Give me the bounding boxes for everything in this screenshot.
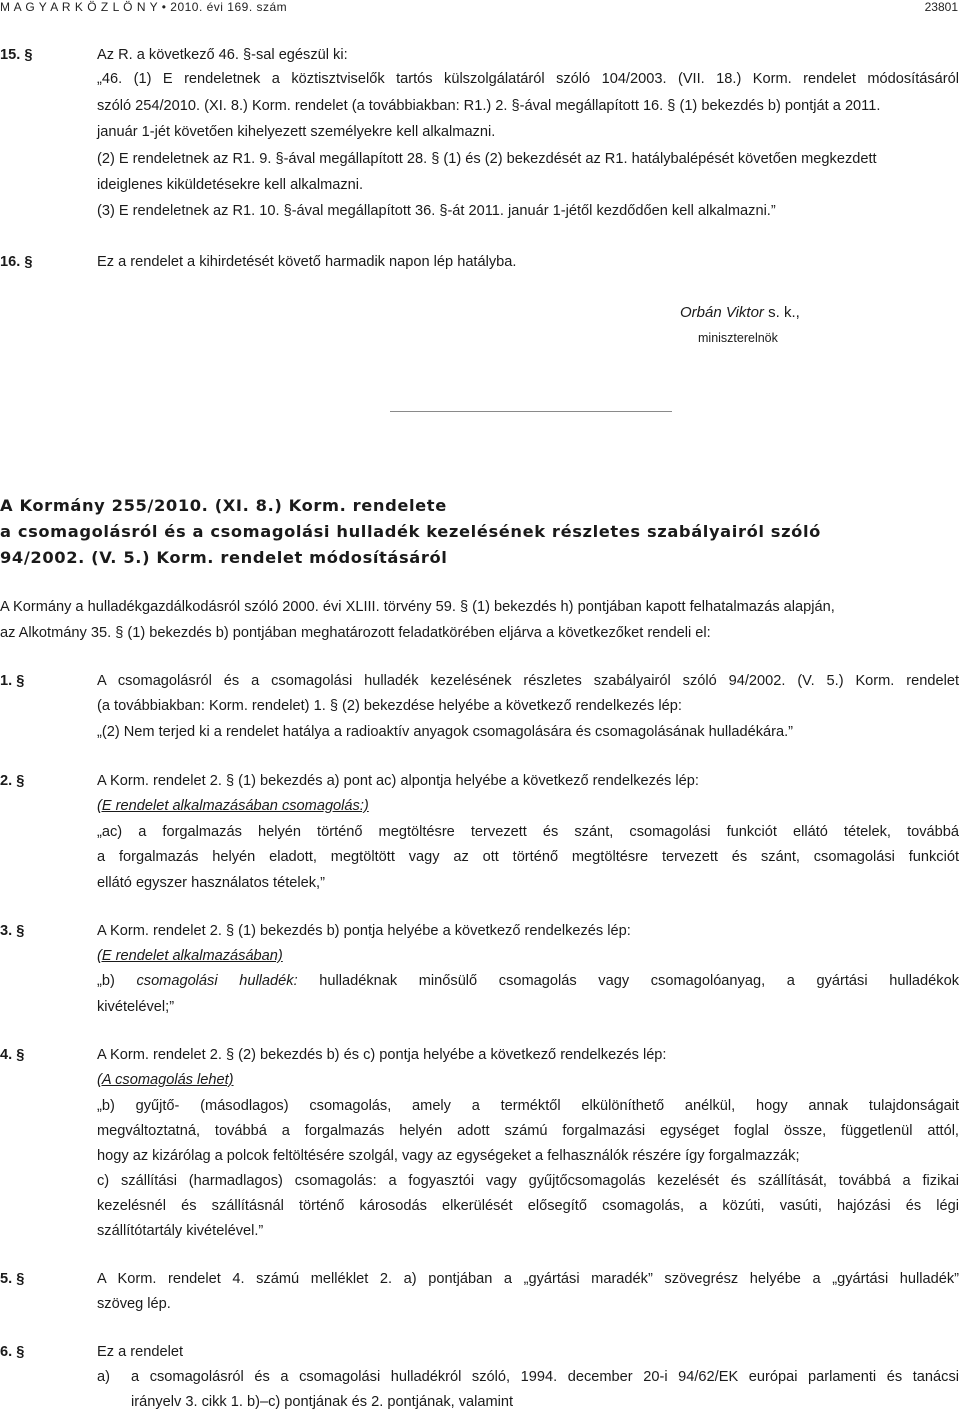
section-number: 3. § <box>0 923 25 939</box>
quoted-provision: szállítótartály kivételével.” <box>97 1223 264 1239</box>
section-text: Ez a rendelet <box>97 1344 183 1360</box>
section-number: 15. § <box>0 47 33 63</box>
decree-title: A Kormány 255/2010. (XI. 8.) Korm. rendelete <box>0 496 447 515</box>
signature-suffix: s. k., <box>763 304 800 321</box>
journal-header: M A G Y A R K Ö Z L Ö N Y • 2010. évi 169. szám <box>0 0 288 14</box>
context-label: (E rendelet alkalmazásában) <box>97 948 283 964</box>
list-item-text: irányelv 3. cikk 1. b)–c) pontjának és 2. pontjának, valamint <box>131 1394 514 1410</box>
section-number: 4. § <box>0 1047 25 1063</box>
preamble-line: az Alkotmány 35. § (1) bekezdés b) pontjában meghatározott feladatkörében eljárva a következőket rendeli el: <box>0 625 711 641</box>
quoted-provision <box>97 971 959 991</box>
paragraph-line: január 1-jét követően kihelyezett személyekre kell alkalmazni. <box>97 124 496 140</box>
signatory-role: miniszterelnök <box>698 331 778 345</box>
section-text: A Korm. rendelet 2. § (1) bekezdés b) pontja helyébe a következő rendelkezés lép: <box>97 923 631 939</box>
list-item-text: a csomagolásról és a csomagolási hulladékról szóló, 1994. december 20-i 94/62/EK európai parlamenti és tanácsi <box>131 1369 959 1385</box>
decree-title: 94/2002. (V. 5.) Korm. rendelet módosításáról <box>0 548 448 567</box>
quoted-provision: a forgalmazás helyén eladott, megtöltött vagy az ott történő megtöltésre tervezett és szánt, csomagolási funkciót <box>97 849 959 865</box>
section-number: 1. § <box>0 673 25 689</box>
paragraph-line: ideiglenes kiküldetésekre kell alkalmazni. <box>97 177 364 193</box>
definition-text: hulladéknak minősülő csomagolás vagy csomagolóanyag, a gyártási hulladékok <box>297 973 959 989</box>
quoted-provision: megváltoztatná, továbbá a forgalmazás helyén adott számú forgalmazási egységet foglal össze, függetlenül attól, <box>97 1123 959 1139</box>
defined-term: csomagolási hulladék: <box>136 973 298 989</box>
section-text: A csomagolásról és a csomagolási hulladék kezelésének részletes szabályairól szóló 94/2002. (V. 5.) Korm. rendelet <box>97 673 959 689</box>
quoted-provision: hogy az kizárólag a polcok feltöltésére szolgál, vagy az egységeket a felhasználók részére így forgalmazzák; <box>97 1148 800 1164</box>
page-number: 23801 <box>924 0 958 14</box>
paragraph-line: „46. (1) E rendeletnek a köztisztviselők tartós külszolgálatáról szóló 104/2003. (VII. 18.) Korm. rendelet módosításáról <box>97 71 959 87</box>
quoted-provision: „(2) Nem terjed ki a rendelet hatálya a radioaktív anyagok csomagolására és csomagolásának hulladékára.” <box>97 724 794 740</box>
section-number: 2. § <box>0 773 25 789</box>
quoted-provision: kezelésnél és szállításnál történő károsodás elkerülését elősegítő csomagolás, a közúti, vasúti, hajózási és légi <box>97 1198 959 1214</box>
section-text: A Korm. rendelet 2. § (2) bekezdés b) és c) pontja helyébe a következő rendelkezés lép: <box>97 1047 667 1063</box>
quoted-provision: „ac) a forgalmazás helyén történő megtöltésre tervezett és szánt, csomagolási funkciót ellátó tételek, továbbá <box>97 824 959 840</box>
page-header <box>0 0 960 20</box>
section-number: 16. § <box>0 254 33 270</box>
section-text: Ez a rendelet a kihirdetését követő harmadik napon lép hatályba. <box>97 254 517 270</box>
quoted-provision: c) szállítási (harmadlagos) csomagolás: a fogyasztói vagy gyűjtőcsomagolás kezelését és szállítását, továbbá a fizikai <box>97 1173 959 1189</box>
section-text: szöveg lép. <box>97 1296 171 1312</box>
context-label: (A csomagolás lehet) <box>97 1072 234 1088</box>
paragraph-line: (3) E rendeletnek az R1. 10. §-ával megállapított 36. §-át 2011. január 1-jétől kezdődően kell alkalmazni.” <box>97 203 776 219</box>
context-label: (E rendelet alkalmazásában csomagolás:) <box>97 798 369 814</box>
divider <box>390 411 672 412</box>
decree-title: a csomagolásról és a csomagolási hulladék kezelésének részletes szabályairól szóló <box>0 522 821 541</box>
quoted-provision: kivételével;” <box>97 999 175 1015</box>
list-label: a) <box>97 1369 110 1385</box>
section-number: 5. § <box>0 1271 25 1287</box>
section-text: A Korm. rendelet 4. számú melléklet 2. a) pontjában a „gyártási maradék” szövegrész helyébe a „gyártási hulladék” <box>97 1271 959 1287</box>
quoted-provision: „b) gyűjtő- (másodlagos) csomagolás, amely a terméktől elkülöníthető anélkül, hogy annak tulajdonságait <box>97 1098 959 1114</box>
signature <box>680 303 800 323</box>
preamble-line: A Kormány a hulladékgazdálkodásról szóló 2000. évi XLIII. törvény 59. § (1) bekezdés h) pontjában kapott felhatalmazás alapján, <box>0 599 835 615</box>
section-text: Az R. a következő 46. §-sal egészül ki: <box>97 47 348 63</box>
quoted-provision: ellátó egyszer használatos tételek,” <box>97 875 325 891</box>
paragraph-line: szóló 254/2010. (XI. 8.) Korm. rendelet (a továbbiakban: R1.) 2. §-ával megállapított 16. § (1) bekezdés b) pontját a 2011. <box>97 98 881 114</box>
section-text: A Korm. rendelet 2. § (1) bekezdés a) pont ac) alpontja helyébe a következő rendelkezés lép: <box>97 773 699 789</box>
signatory-name: Orbán Viktor <box>680 304 764 321</box>
paragraph-line: (2) E rendeletnek az R1. 9. §-ával megállapított 28. § (1) és (2) bekezdését az R1. hatálybalépését követően megkezdett <box>97 151 877 167</box>
section-number: 6. § <box>0 1344 25 1360</box>
quote-prefix: „b) <box>97 973 137 989</box>
section-text: (a továbbiakban: Korm. rendelet) 1. § (2) bekezdése helyébe a következő rendelkezés lép: <box>97 698 682 714</box>
